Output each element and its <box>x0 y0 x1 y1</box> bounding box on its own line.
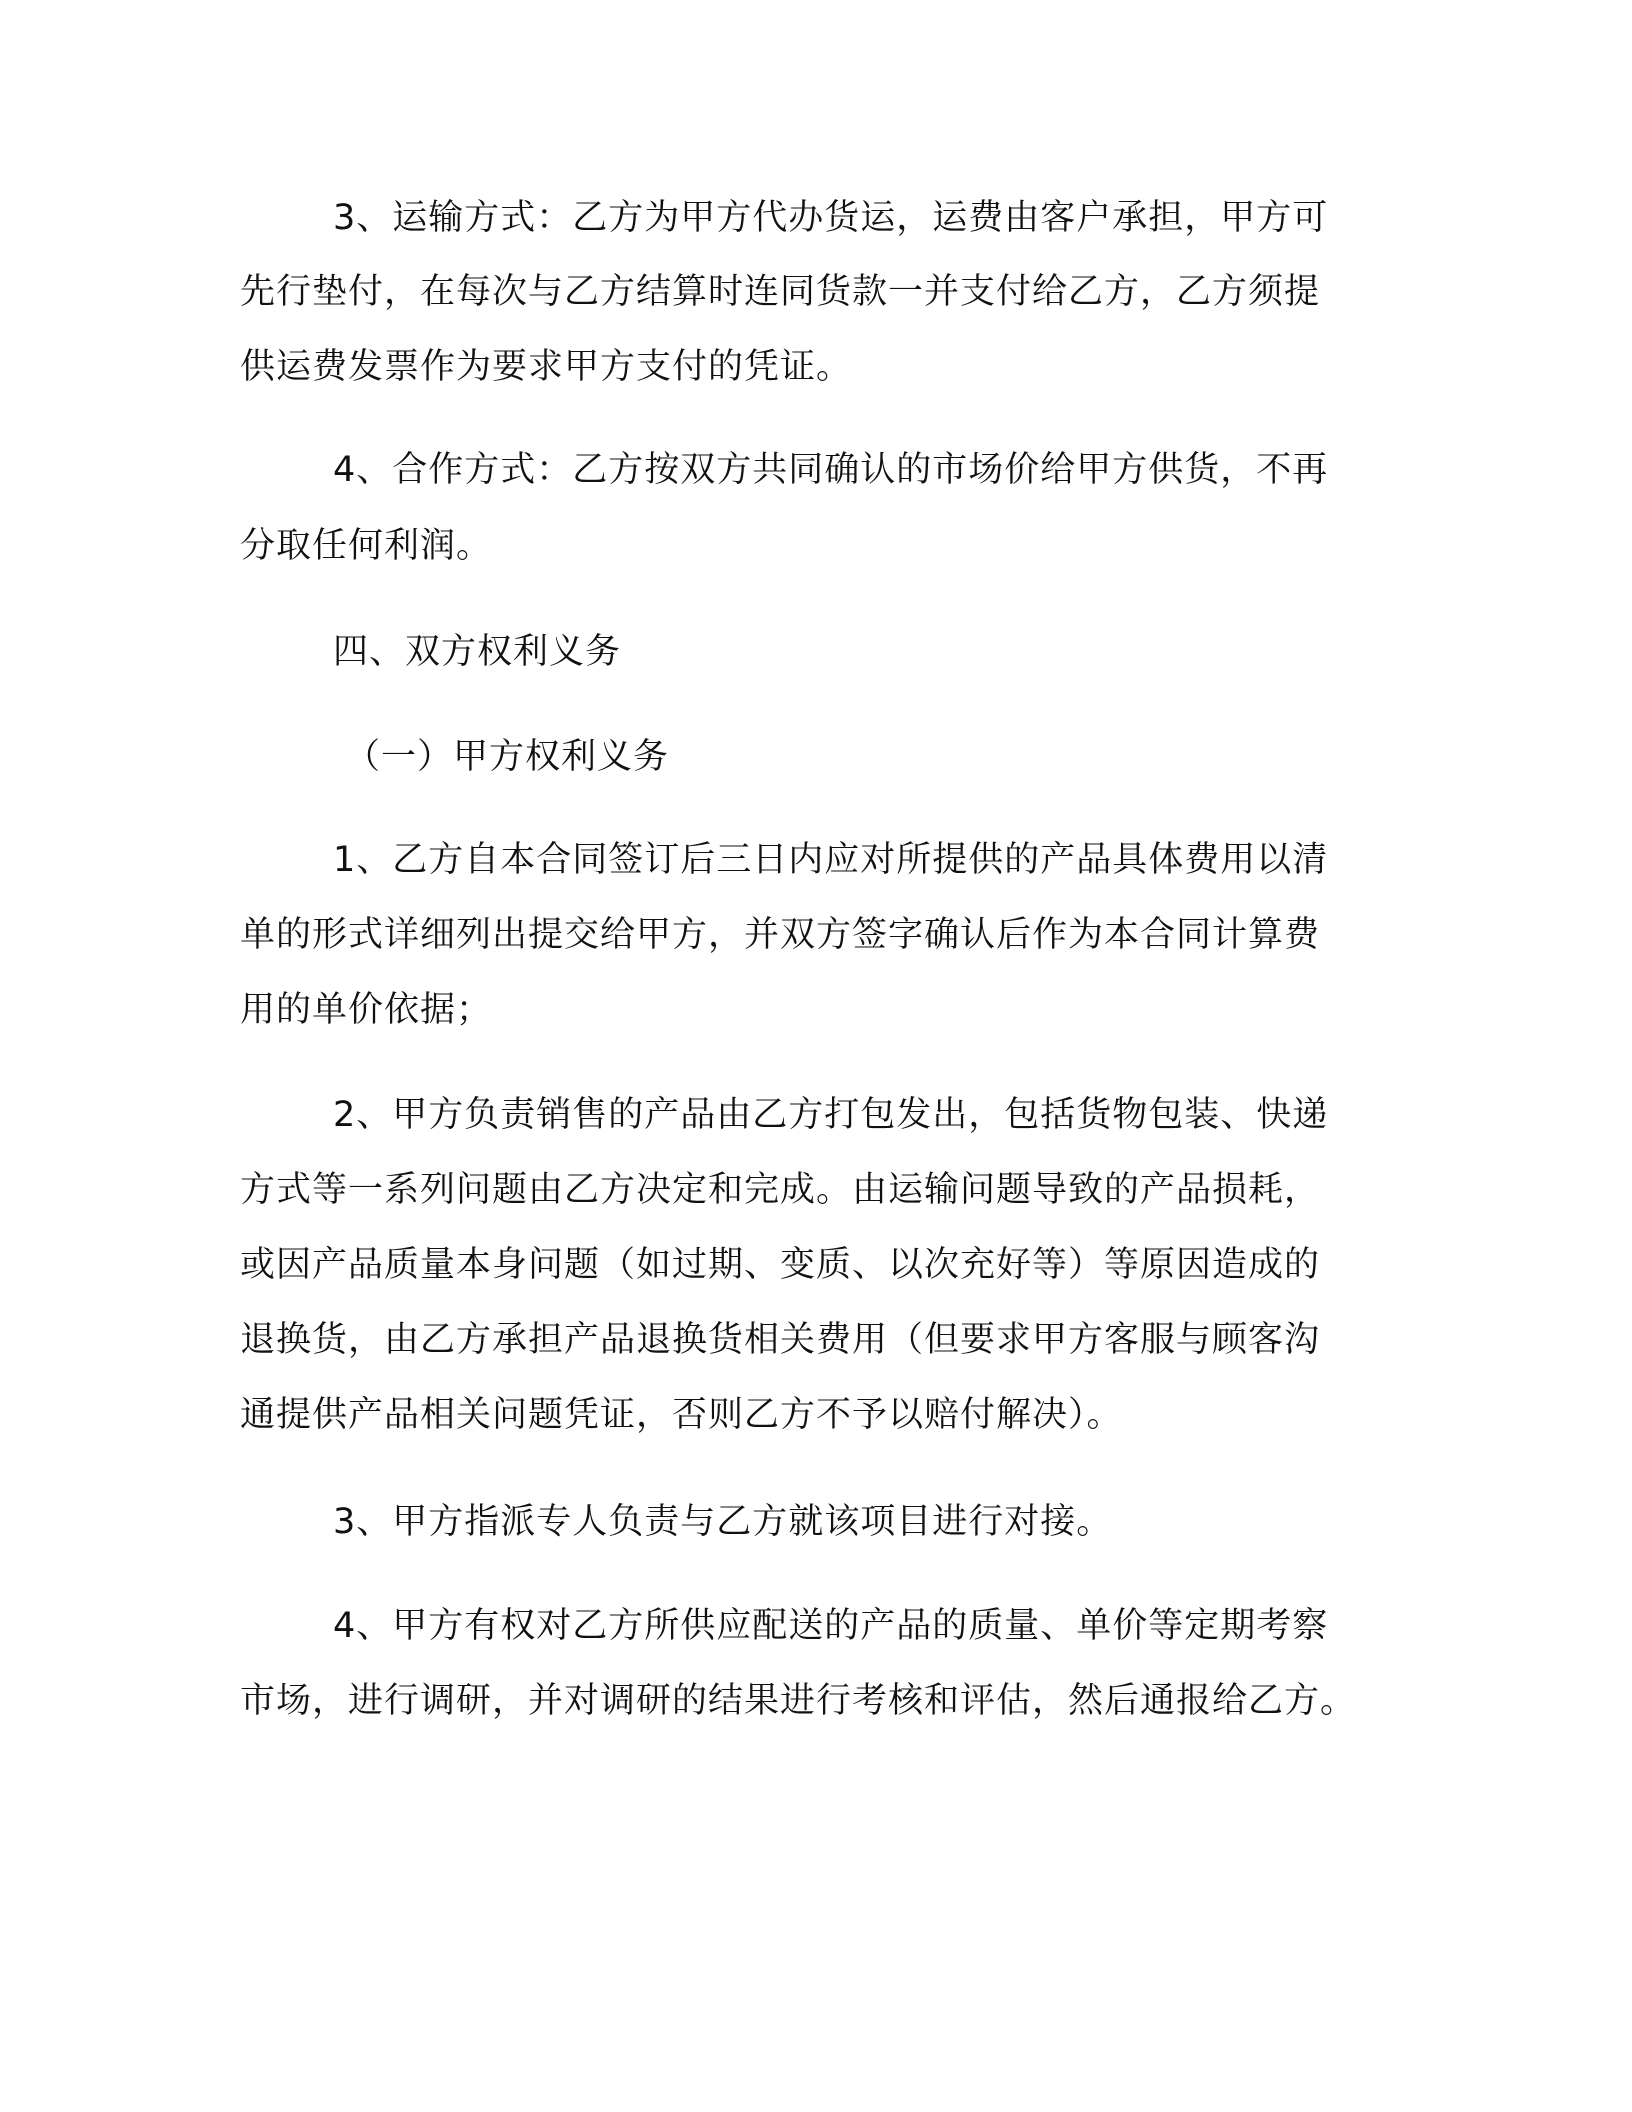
text-line: 供运费发票作为要求甲方支付的凭证。 <box>240 347 853 387</box>
text-line: 单的形式详细列出提交给甲方，并双方签字确认后作为本合同计算费 <box>240 915 1321 955</box>
subsection-heading: （一）甲方权利义务 <box>345 737 670 777</box>
text-line: 3、运输方式：乙方为甲方代办货运，运费由客户承担，甲方可 <box>333 198 1329 238</box>
text-line: 通提供产品相关问题凭证，否则乙方不予以赔付解决）。 <box>240 1395 1123 1435</box>
text-line: 1、乙方自本合同签订后三日内应对所提供的产品具体费用以清 <box>333 840 1329 880</box>
text-line: 市场，进行调研，并对调研的结果进行考核和评估，然后通报给乙方。 <box>240 1681 1357 1721</box>
section-heading: 四、双方权利义务 <box>333 632 622 672</box>
text-line: 4、合作方式：乙方按双方共同确认的市场价给甲方供货，不再 <box>333 450 1329 490</box>
text-line: 退换货，由乙方承担产品退换货相关费用（但要求甲方客服与顾客沟 <box>240 1320 1321 1360</box>
text-line: 分取任何利润。 <box>240 526 493 566</box>
text-line: 方式等一系列问题由乙方决定和完成。由运输问题导致的产品损耗， <box>240 1170 1321 1210</box>
text-line: 先行垫付，在每次与乙方结算时连同货款一并支付给乙方，乙方须提 <box>240 272 1321 312</box>
text-line: 2、甲方负责销售的产品由乙方打包发出，包括货物包装、快递 <box>333 1095 1329 1135</box>
paragraph-item-3: 3、甲方指派专人负责与乙方就该项目进行对接。 <box>333 1502 1113 1542</box>
text-line: 用的单价依据； <box>240 990 493 1030</box>
text-line: 或因产品质量本身问题（如过期、变质、以次充好等）等原因造成的 <box>240 1245 1321 1285</box>
text-line: 4、甲方有权对乙方所供应配送的产品的质量、单价等定期考察 <box>333 1606 1329 1646</box>
